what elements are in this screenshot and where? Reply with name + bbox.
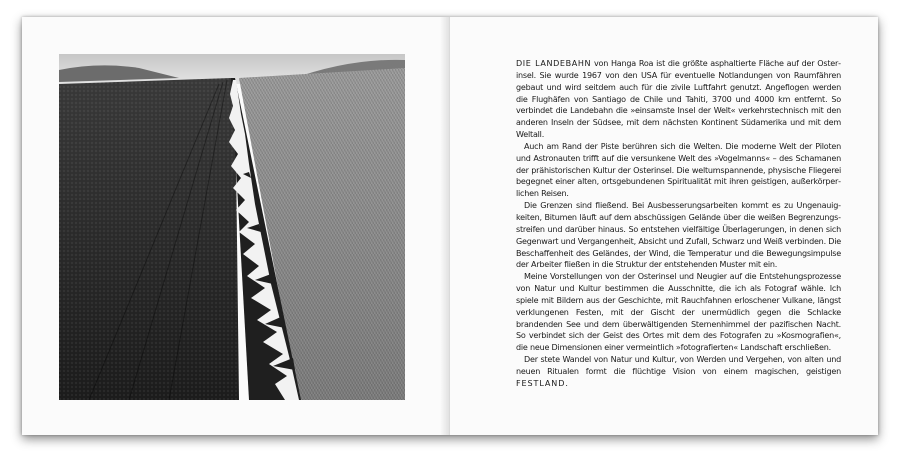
paragraph-2: [516, 141, 841, 200]
paragraph-1: [516, 58, 841, 141]
left-page: [22, 17, 450, 435]
right-page: [450, 17, 878, 435]
paragraph-text: von Hanga Roa ist die größte asphaltierte Fläche auf der Osterinsel. Sie wurde 1967 von den USA für eventuelle Notlandungen von Raumfähren gebaut und wird seitdem auch für die zivile Luftfahrt genutzt. Angeflogen werden die Flughäfen von Santiago de Chile und Tahiti, 3700 und 4000 km entfernt. So verbindet die Landebahn die »einsamste Insel der Welt« verkehrstechnisch mit den anderen Inseln der Südsee, mit dem nächsten Kontinent Südamerika und mit dem Weltall.: [516, 59, 841, 140]
body-text: [516, 58, 841, 390]
paragraph-text: Meine Vorstellungen von der Osterinsel und Neugier auf die Entstehungsprozesse von Natur und Kultur bestimmen die Ausschnitte, die ich als Fotograf wähle. Ich spiele mit Bildern aus der Geschichte, mit Rauchfahnen erloschener Vulkane, längst verklungenen Festen, mit der Gischt der unermüdlich gegen die Schlacke brandenden See und dem überwältigenden Sternenhimmel der pazifischen Nacht. So verbindet sich der Geist des Ortes mit dem des Fotografen zu »Kosmografien«, die neue Dimensionen einer vermeintlich »fotografierten« Landschaft erschließen.: [516, 272, 841, 353]
runway-photo: [59, 54, 405, 400]
paragraph-3: [516, 200, 841, 271]
closing-word: FESTLAND.: [516, 378, 569, 388]
paragraph-text: Die Grenzen sind fließend. Bei Ausbesserungsarbeiten kommt es zu Ungenauigkeiten, Bitumen läuft auf dem abschüssigen Gelände über die weißen Begrenzungsstreifen und darüber hinaus. So entstehen vielfältige Überlagerungen, in denen sich Gegenwart und Vergangenheit, Absicht und Zufall, Schwarz und Weiß verbinden. Die Beschaffenheit des Geländes, der Wind, die Temperatur und die Bewegungsimpulse der Arbeiter fließen in die Struktur der entstehenden Muster mit ein.: [516, 201, 841, 270]
paragraph-5: [516, 354, 841, 390]
paragraph-4: [516, 271, 841, 354]
paragraph-text: Auch am Rand der Piste berühren sich die Welten. Die moderne Welt der Piloten und Astronauten trifft auf die versunkene Welt des »Vogelmanns« – des Schamanen der prähistorischen Kultur der Osterinsel. Die weltumspannende, physische Fliegerei begegnet einer alten, ortsgebundenen Spiritualität mit ihren geistigen, außerkörperlichen Reisen.: [516, 141, 841, 199]
paragraph-text: Der stete Wandel von Natur und Kultur, von Werden und Vergehen, von alten und neuen Ritualen formt die flüchtige Vision von einem magischen, geistigen: [516, 355, 841, 376]
book-spread: [22, 17, 878, 435]
lead-in: DIE LANDEBAHN: [516, 59, 592, 68]
